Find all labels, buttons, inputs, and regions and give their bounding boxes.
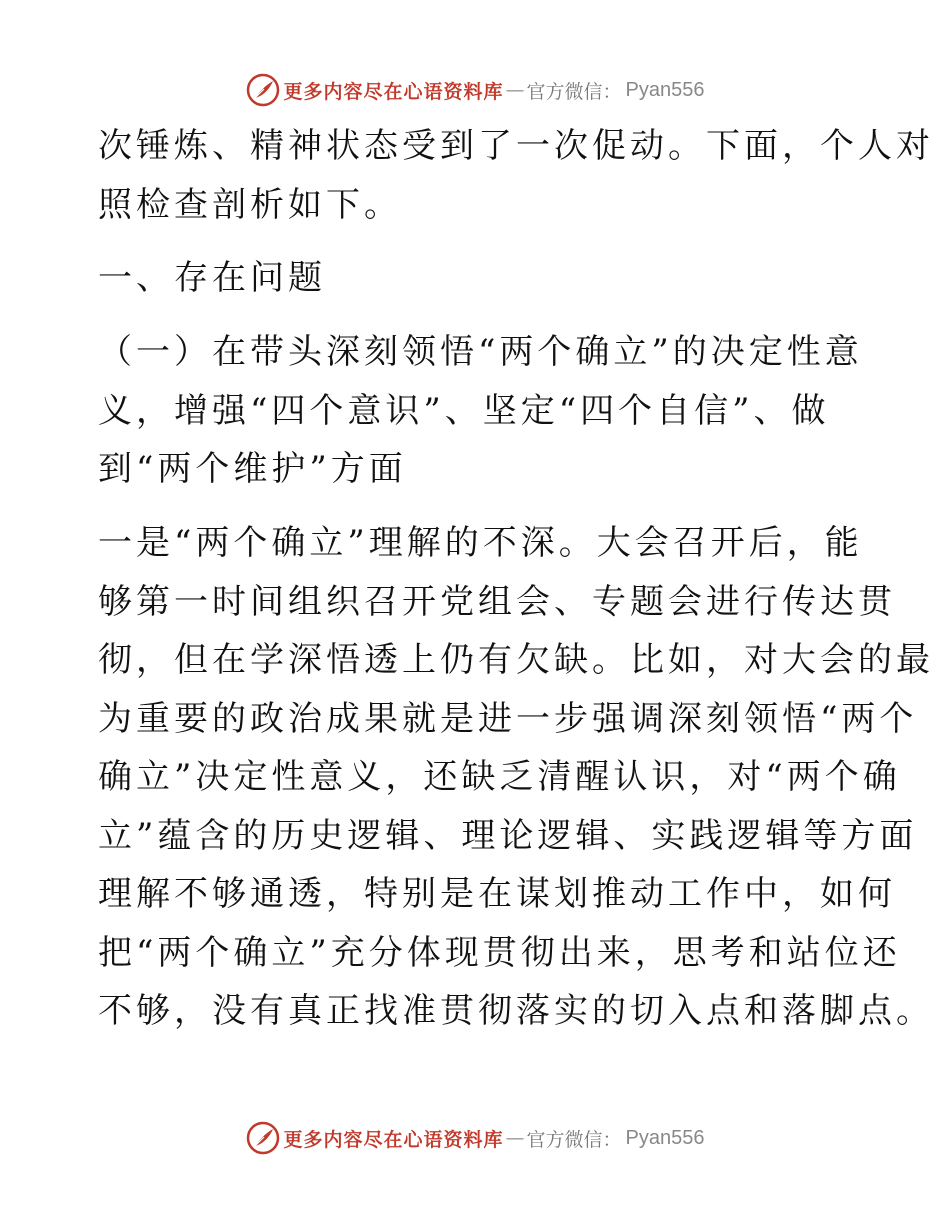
- text-line: 立”蕴含的历史逻辑、理论逻辑、实践逻辑等方面: [98, 816, 918, 856]
- wechat-id: Pyan556: [625, 78, 705, 101]
- wechat-label: 官方微信：: [526, 1128, 622, 1151]
- text-line: 确立”决定性意义，还缺乏清醒认识，对“两个确: [98, 757, 901, 797]
- text-line: 不够，没有真正找准贯彻落实的切入点和落脚点。: [98, 991, 934, 1031]
- wechat-id: Pyan556: [625, 1126, 705, 1149]
- banner-separator: —: [505, 1127, 525, 1149]
- subsection-heading: （一）在带头深刻领悟“两个确立”的决定性意: [98, 332, 863, 372]
- section-heading: 一、存在问题: [98, 258, 326, 298]
- text-line: 彻，但在学深悟透上仍有欠缺。比如，对大会的最: [98, 640, 934, 680]
- subsection-heading: 到“两个维护”方面: [98, 449, 407, 489]
- text-line: 为重要的政治成果就是进一步强调深刻领悟“两个: [98, 699, 918, 739]
- banner-slogan: 更多内容尽在心语资料库: [283, 1128, 504, 1151]
- subsection-heading: 义，增强“四个意识”、坚定“四个自信”、做: [98, 391, 830, 431]
- text-line: 一是“两个确立”理解的不深。大会召开后，能: [98, 523, 863, 563]
- banner-slogan: 更多内容尽在心语资料库: [283, 80, 504, 103]
- text-line: 理解不够通透，特别是在谋划推动工作中，如何: [98, 874, 896, 914]
- text-line: 够第一时间组织召开党组会、专题会进行传达贯: [98, 582, 896, 622]
- text-line: 照检查剖析如下。: [98, 185, 402, 225]
- text-line: 次锤炼、精神状态受到了一次促动。下面，个人对: [98, 126, 934, 166]
- text-line: 把“两个确立”充分体现贯彻出来，思考和站位还: [98, 933, 901, 973]
- wechat-label: 官方微信：: [526, 80, 622, 103]
- feather-pen-logo-icon: [246, 1121, 280, 1155]
- header-banner: [0, 70, 950, 110]
- banner-separator: —: [505, 79, 525, 101]
- footer-banner: [0, 1118, 950, 1158]
- feather-pen-logo-icon: [246, 73, 280, 107]
